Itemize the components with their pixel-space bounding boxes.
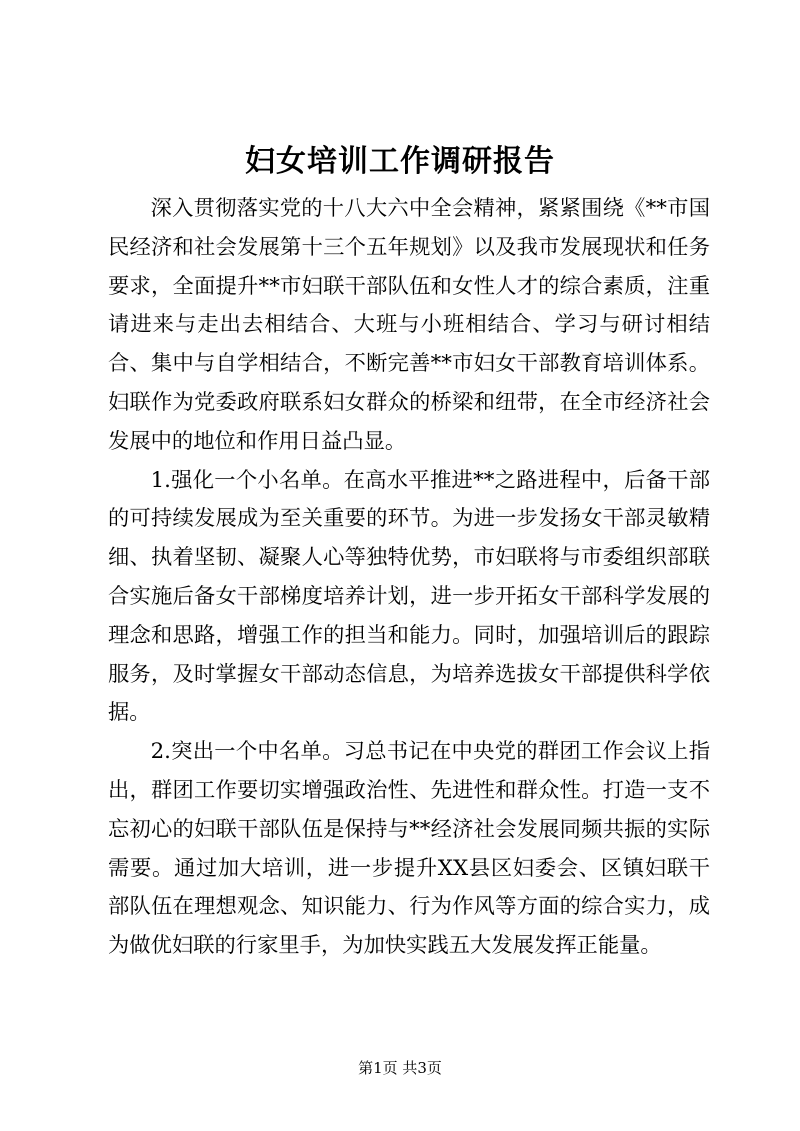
paragraph-item-2: 2.突出一个中名单。习总书记在中央党的群团工作会议上指出，群团工作要切实增强政治性、先进性和群众性。打造一支不忘初心的妇联干部队伍是保持与**经济社会发展同频共振的实际需要。通过加大培训，进一步提升XX县区妇委会、区镇妇联干部队伍在理想观念、知识能力、行为作风等方面的综合实力，成为做优妇联的行家里手，为加快实践五大发展发挥正能量。 — [108, 739, 710, 959]
document-body — [108, 190, 710, 966]
document-title: 妇女培训工作调研报告 — [245, 144, 555, 179]
paragraph-intro: 深入贯彻落实党的十八大六中全会精神，紧紧围绕《**市国民经济和社会发展第十三个五年规划》以及我市发展现状和任务要求，全面提升**市妇联干部队伍和女性人才的综合素质，注重请进来与走出去相结合、大班与小班相结合、学习与研讨相结合、集中与自学相结合，不断完善**市妇女干部教育培训体系。妇联作为党委政府联系妇女群众的桥梁和纽带，在全市经济社会发展中的地位和作用日益凸显。 — [108, 196, 710, 454]
paragraph-item-1: 1.强化一个小名单。在高水平推进**之路进程中，后备干部的可持续发展成为至关重要的环节。为进一步发扬女干部灵敏精细、执着坚韧、凝聚人心等独特优势，市妇联将与市委组织部联合实施后备女干部梯度培养计划，进一步开拓女干部科学发展的理念和思路，增强工作的担当和能力。同时，加强培训后的跟踪服务，及时掌握女干部动态信息，为培养选拔女干部提供科学依据。 — [108, 467, 710, 726]
page-number-footer: 第1页 共3页 — [358, 1059, 442, 1077]
